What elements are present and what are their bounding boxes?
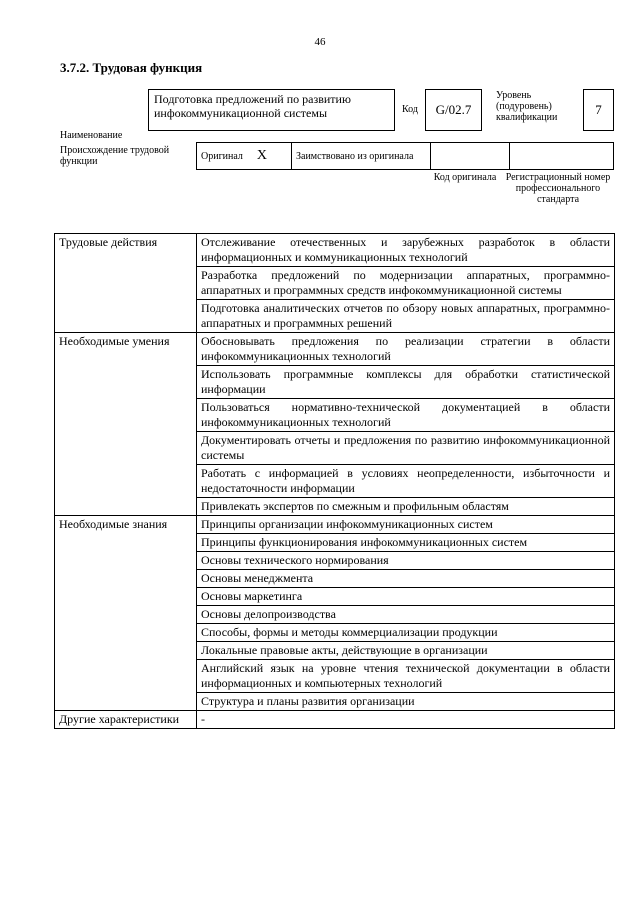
table-cell: Основы технического нормирования	[197, 552, 615, 570]
code-original-cell	[431, 143, 510, 170]
table-row	[55, 333, 615, 366]
table-cell: Разработка предложений по модернизации аппаратных, программно-аппаратных и программных средств инфокоммуникационной системы	[197, 267, 615, 300]
code-value-box: G/02.7	[425, 89, 482, 131]
name-label: Наименование	[60, 130, 123, 141]
table-cell: Структура и планы развития организации	[197, 693, 615, 711]
borrowed-cell	[292, 143, 431, 170]
level-label: Уровень (подуровень) квалификации	[496, 90, 558, 123]
page-number: 46	[314, 36, 326, 48]
table-row	[55, 234, 615, 267]
section-title: 3.7.2. Трудовая функция	[60, 60, 203, 75]
original-mark: X	[256, 148, 268, 163]
table-cell: Английский язык на уровне чтения технической документации в области информационных и компьютерных технологий	[197, 660, 615, 693]
table-cell: Принципы организации инфокоммуникационных систем	[197, 516, 615, 534]
other-label: Другие характеристики	[55, 711, 197, 729]
reg-number-cell	[510, 143, 614, 170]
table-cell: Пользоваться нормативно-технической документацией в области инфокоммуникационных технологий	[197, 399, 615, 432]
table-cell: Отслеживание отечественных и зарубежных разработок в области информационных и коммуникационных технологий	[197, 234, 615, 267]
table-cell: Принципы функционирования инфокоммуникационных систем	[197, 534, 615, 552]
code-original-caption: Код оригинала	[433, 172, 497, 183]
table-cell: Обосновывать предложения по реализации стратегии в области инфокоммуникационных технологий	[197, 333, 615, 366]
knowledge-label: Необходимые знания	[55, 516, 197, 711]
table-cell: -	[197, 711, 615, 729]
borrowed-label: Заимствовано из оригинала	[296, 150, 414, 162]
name-value-box: Подготовка предложений по развитию инфокоммуникационной системы	[148, 89, 395, 131]
table-row	[55, 711, 615, 729]
table-cell: Документировать отчеты и предложения по развитию инфокоммуникационной системы	[197, 432, 615, 465]
skills-label: Необходимые умения	[55, 333, 197, 516]
origin-label: Происхождение трудовой функции	[60, 145, 170, 167]
table-row	[55, 516, 615, 534]
function-table	[54, 233, 615, 729]
table-cell: Основы менеджмента	[197, 570, 615, 588]
table-cell: Способы, формы и методы коммерциализации продукции	[197, 624, 615, 642]
table-cell: Основы делопроизводства	[197, 606, 615, 624]
original-label: Оригинал	[201, 151, 243, 162]
table-cell: Привлекать экспертов по смежным и профильным областям	[197, 498, 615, 516]
table-cell: Подготовка аналитических отчетов по обзору новых аппаратных, программно-аппаратных и программных решений	[197, 300, 615, 333]
labor-actions-label: Трудовые действия	[55, 234, 197, 333]
table-cell: Использовать программные комплексы для обработки статистической информации	[197, 366, 615, 399]
table-cell: Работать с информацией в условиях неопределенности, избыточности и недостаточности информации	[197, 465, 615, 498]
original-cell	[197, 143, 292, 170]
table-cell: Основы маркетинга	[197, 588, 615, 606]
origin-table	[196, 142, 614, 170]
level-value-box: 7	[583, 89, 614, 131]
table-cell: Локальные правовые акты, действующие в организации	[197, 642, 615, 660]
reg-number-caption: Регистрационный номер профессионального стандарта	[505, 172, 611, 205]
code-label: Код	[402, 104, 418, 115]
